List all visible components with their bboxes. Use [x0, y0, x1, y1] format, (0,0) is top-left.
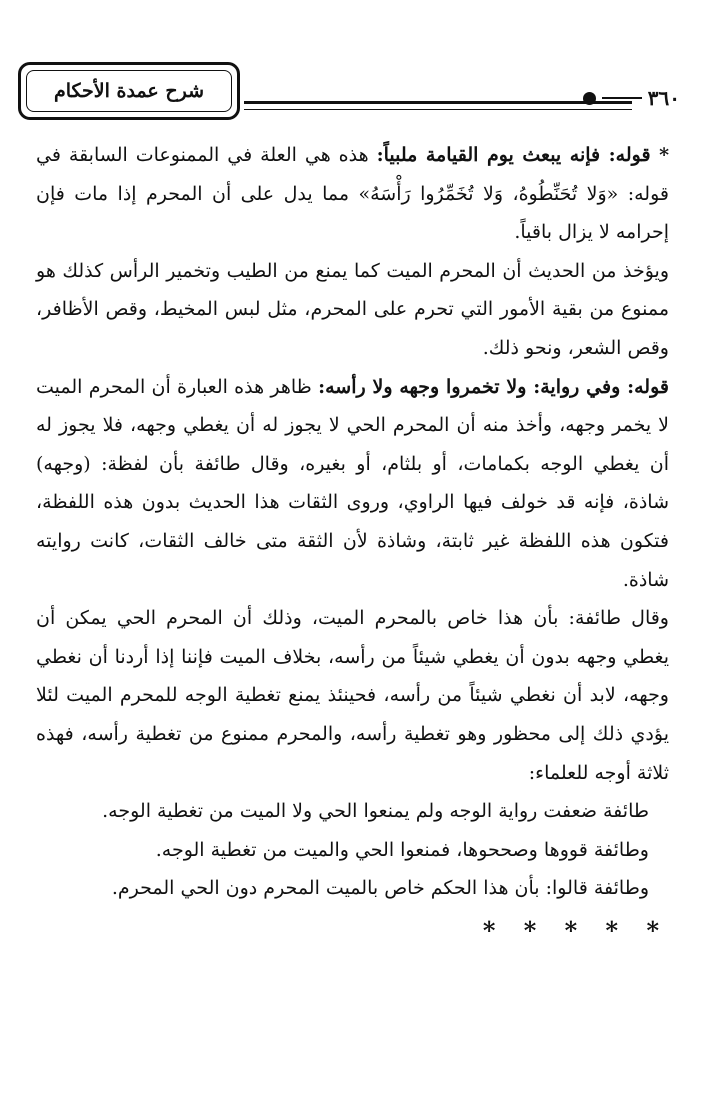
opinions-list [36, 792, 669, 908]
opinion-item: طائفة ضعفت رواية الوجه ولم يمنعوا الحي ولا الميت من تغطية الوجه. [102, 800, 649, 823]
page-header [12, 56, 692, 126]
opinion-item: وطائفة قووها وصححوها، فمنعوا الحي والميت من تغطية الوجه. [155, 838, 649, 861]
paragraph-1-lead: * قوله: فإنه يبعث يوم القيامة ملبياً: [376, 144, 670, 166]
paragraph-1 [36, 136, 669, 252]
paragraph-3-text: ظاهر هذه العبارة أن المحرم الميت لا يخمر وجهه، وأخذ منه أن المحرم الحي لا يجوز له أن يغطي وجهه، فلا يجوز له أن يغطي الوجه بكمامات، أو بلثام، أو بغيره، وقال طائفة بأن لفظة: (وجهه) شاذة، فإنه قد خولف فيها الراوي، وروى الثقات هذا الحديث بدون هذه اللفظة، فتكون هذه اللفظة غير ثابتة، وشاذة لأن الثقة متى خالف الثقات، كانت روايته شاذة. [36, 375, 669, 591]
paragraph-3 [36, 368, 669, 600]
page-number: ٣٦٠ [647, 86, 680, 110]
section-separator: * * * * * [482, 915, 669, 945]
opinion-item: وطائفة قالوا: بأن هذا الحكم خاص بالميت المحرم دون الحي المحرم. [111, 877, 649, 900]
book-title-frame [18, 62, 240, 120]
header-rule-thin [244, 109, 632, 110]
page-body [36, 136, 669, 950]
page-number-line [602, 97, 642, 99]
book-title: شرح عمدة الأحكام [26, 70, 232, 112]
paragraph-2: ويؤخذ من الحديث أن المحرم الميت كما يمنع من الطيب وتخمير الرأس كذلك هو ممنوع من بقية الأمور التي تحرم على المحرم، مثل لبس المخيط، وقص الأظافر، وقص الشعر، ونحو ذلك. [36, 259, 669, 359]
paragraph-3-lead: قوله: وفي رواية: ولا تخمروا وجهه ولا رأسه: [318, 375, 669, 398]
header-rule [244, 101, 632, 104]
page-number-block [583, 86, 680, 110]
paragraph-4: وقال طائفة: بأن هذا خاص بالمحرم الميت، وذلك أن المحرم الحي يمكن أن يغطي وجهه بدون أن يغطي شيئاً من رأسه، بخلاف الميت فإننا إذا أردنا أن نغطي وجهه، لابد أن نغطي شيئاً من رأسه، فحينئذ يمنع تغطية الوجه للمحرم الميت لئلا يؤدي ذلك إلى محظور وهو تغطية رأسه، والمحرم ممنوع من تغطية رأسه، فهذه ثلاثة أوجه للعلماء: [36, 607, 669, 784]
paragraph-1-text: هذه هي العلة في الممنوعات السابقة في قوله: «وَلا تُحَنِّطُوهُ، وَلا تُخَمِّرُوا رَأْسَهُ» مما يدل على أن المحرم إذا مات فإن إحرامه لا يزال باقياً. [36, 144, 669, 244]
page-dot-icon [583, 92, 596, 105]
